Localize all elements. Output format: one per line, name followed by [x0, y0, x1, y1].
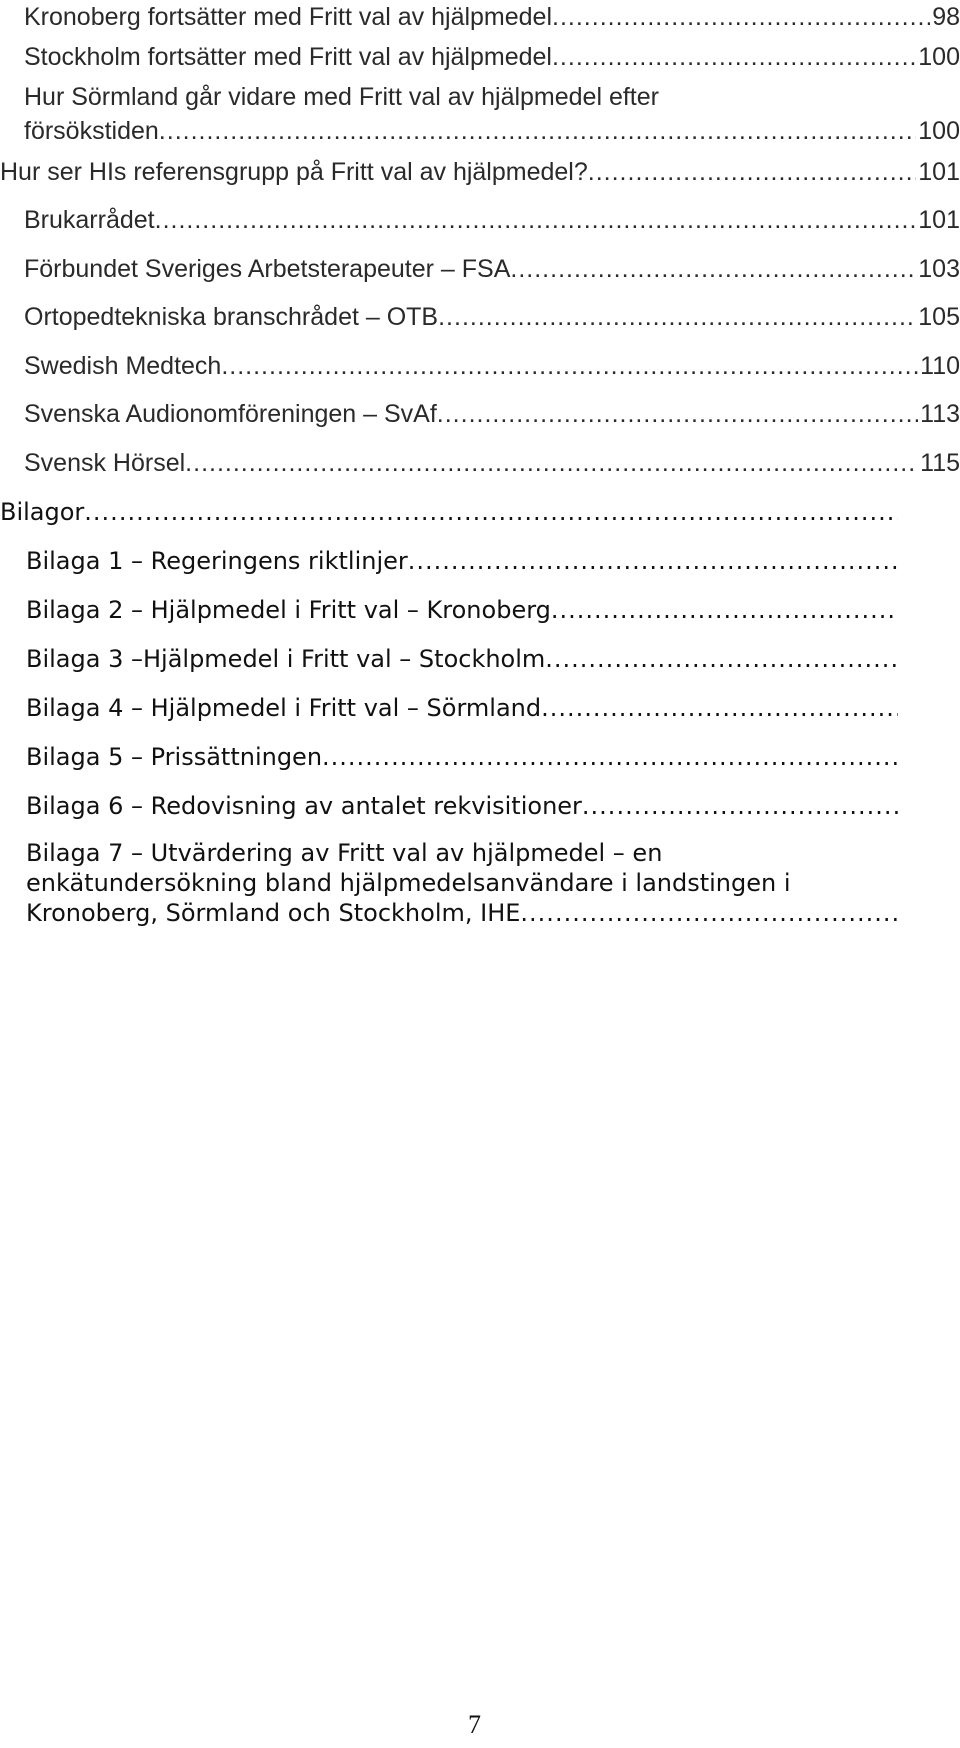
toc-entry-label: Brukarrådet: [24, 206, 155, 234]
dot-leader: [510, 252, 916, 286]
toc-entry-label-line2: försökstiden: [24, 117, 159, 145]
toc-entry-label: Bilaga 1 – Regeringens riktlinjer: [26, 547, 408, 575]
toc-entry[interactable]: [26, 838, 900, 928]
toc-entry[interactable]: [24, 252, 960, 286]
toc-entry-label-line1: Bilaga 7 – Utvärdering av Fritt val av hjälpmedel – en: [26, 839, 663, 867]
toc-entry-page: 110: [920, 352, 960, 380]
toc-entry-label: Bilagor: [0, 498, 85, 526]
toc-entry[interactable]: [26, 593, 900, 627]
toc-entry-label: Bilaga 6 – Redovisning av antalet rekvisitioner: [26, 792, 582, 820]
toc-entry-page: 101: [918, 158, 960, 186]
toc-entry-label: Bilaga 2 – Hjälpmedel i Fritt val – Kronoberg: [26, 596, 551, 624]
toc-entry-page: 98: [932, 3, 960, 31]
dot-leader: [159, 114, 916, 148]
toc-entry-label: Svensk Hörsel: [24, 449, 186, 477]
toc-entry-page: 101: [918, 206, 960, 234]
toc-entry-label: Kronoberg fortsätter med Fritt val av hjälpmedel: [24, 3, 553, 31]
toc-entry[interactable]: [24, 80, 960, 148]
toc-entry[interactable]: [24, 446, 960, 480]
page-number: 7: [468, 1710, 481, 1739]
toc-entry[interactable]: [24, 0, 960, 34]
toc-entry-label: Stockholm fortsätter med Fritt val av hjälpmedel: [24, 43, 552, 71]
toc-entry-page: 113: [920, 400, 960, 428]
dot-leader: [408, 544, 898, 578]
toc-entry-label: Ortopedtekniska branschrådet – OTB: [24, 303, 439, 331]
toc-entry[interactable]: [26, 789, 900, 823]
toc-entry[interactable]: [24, 203, 960, 237]
toc-entry-label: Bilaga 3 –Hjälpmedel i Fritt val – Stockholm: [26, 645, 546, 673]
dot-leader: [438, 300, 916, 334]
toc-entry-label: Förbundet Sveriges Arbetsterapeuter – FSA: [24, 255, 511, 283]
dot-leader: [545, 642, 898, 676]
dot-leader: [84, 495, 898, 529]
dot-leader: [588, 155, 917, 189]
dot-leader: [155, 203, 917, 237]
toc-entry[interactable]: [24, 300, 960, 334]
toc-entry-label: Bilaga 4 – Hjälpmedel i Fritt val – Sörmland: [26, 694, 542, 722]
toc-entry[interactable]: [0, 155, 960, 189]
toc-entry[interactable]: [24, 40, 960, 74]
toc-entry[interactable]: [24, 397, 960, 431]
toc-entry[interactable]: [26, 740, 900, 774]
dot-leader: [520, 898, 898, 928]
toc-entry[interactable]: [26, 642, 900, 676]
toc-entry-label-line3: Kronoberg, Sörmland och Stockholm, IHE: [26, 899, 521, 927]
dot-leader: [552, 40, 916, 74]
toc-entry-label: Svenska Audionomföreningen – SvAf: [24, 400, 437, 428]
dot-leader: [551, 593, 898, 627]
toc-entry[interactable]: [0, 495, 900, 529]
dot-leader: [322, 740, 898, 774]
dot-leader: [582, 789, 898, 823]
toc-entry-page: 105: [918, 303, 960, 331]
toc-entry-page: 100: [918, 117, 960, 145]
dot-leader: [221, 349, 918, 383]
toc-entry-label: Hur ser HIs referensgrupp på Fritt val av hjälpmedel?: [0, 158, 588, 186]
dot-leader: [185, 446, 918, 480]
toc-entry-label-line2: enkätundersökning bland hjälpmedelsanvändare i landstingen i: [26, 869, 791, 897]
toc-entry-label: Bilaga 5 – Prissättningen: [26, 743, 323, 771]
toc-entry-label: Swedish Medtech: [24, 352, 222, 380]
dot-leader: [437, 397, 918, 431]
dot-leader: [541, 691, 898, 725]
toc-entry[interactable]: [26, 544, 900, 578]
toc-entry-page: 100: [918, 43, 960, 71]
toc-entry[interactable]: [24, 349, 960, 383]
toc-entry-page: 103: [918, 255, 960, 283]
dot-leader: [552, 0, 930, 34]
toc-entry-label-line1: Hur Sörmland går vidare med Fritt val av hjälpmedel efter: [24, 83, 659, 111]
toc-entry[interactable]: [26, 691, 900, 725]
toc-entry-page: 115: [920, 449, 960, 477]
